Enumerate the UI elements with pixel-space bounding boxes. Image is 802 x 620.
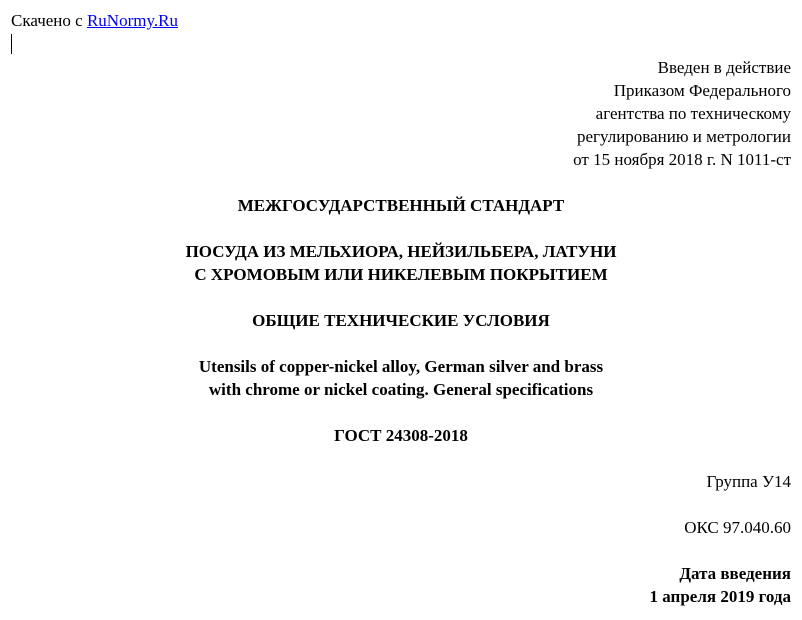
- enactment-block: [573, 56, 791, 171]
- intro-date-value: 1 апреля 2019 года: [649, 587, 791, 606]
- title-en-line2: with chrome or nickel coating. General specifications: [208, 380, 594, 399]
- enactment-line: от 15 ноября 2018 г. N 1011-ст: [573, 150, 791, 169]
- gost-number: ГОСТ 24308-2018: [334, 426, 468, 445]
- title-ru-line2: С ХРОМОВЫМ ИЛИ НИКЕЛЕВЫМ ПОКРЫТИЕМ: [194, 265, 608, 284]
- title-en-line1: Utensils of copper-nickel alloy, German silver and brass: [198, 357, 604, 376]
- title-ru-line1: ПОСУДА ИЗ МЕЛЬХИОРА, НЕЙЗИЛЬБЕРА, ЛАТУНИ: [185, 242, 617, 261]
- subtitle-ru: ОБЩИЕ ТЕХНИЧЕСКИЕ УСЛОВИЯ: [252, 311, 550, 330]
- title-ru: [0, 240, 802, 286]
- title-en: [0, 355, 802, 401]
- intro-date-label: Дата введения: [679, 564, 791, 583]
- enactment-line: Приказом Федерального: [613, 81, 791, 100]
- source-prefix: Скачено с: [11, 11, 87, 30]
- enactment-line: Введен в действие: [657, 58, 791, 77]
- oks-code: ОКС 97.040.60: [684, 518, 791, 537]
- source-line: [11, 9, 178, 32]
- intro-date-block: [650, 562, 791, 608]
- enactment-line: агентства по техническому: [595, 104, 791, 123]
- text-cursor: [11, 34, 12, 54]
- standard-type: МЕЖГОСУДАРСТВЕННЫЙ СТАНДАРТ: [237, 196, 565, 215]
- group-code: Группа У14: [706, 472, 791, 491]
- enactment-line: регулированию и метрологии: [576, 127, 791, 146]
- source-link[interactable]: RuNormy.Ru: [86, 11, 178, 30]
